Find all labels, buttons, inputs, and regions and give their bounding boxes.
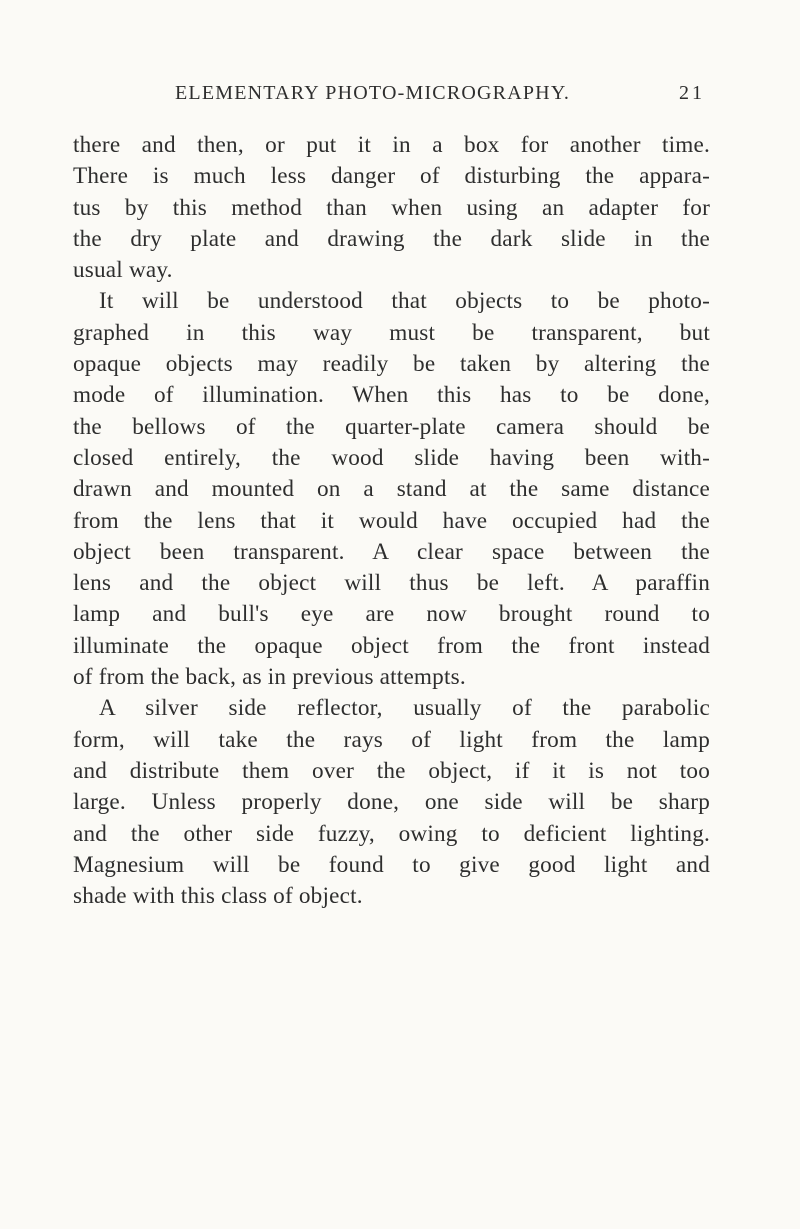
text-line: Magnesium will be found to give good light and <box>73 851 710 878</box>
body-text <box>73 130 710 912</box>
text-line: mode of illumination. When this has to be done, <box>73 382 710 409</box>
text-line: closed entirely, the wood slide having been with- <box>73 444 710 471</box>
text-line: opaque objects may readily be taken by altering the <box>73 351 710 378</box>
text-line: of from the back, as in previous attempts. <box>73 664 466 691</box>
text-line: graphed in this way must be transparent, but <box>73 319 710 346</box>
running-head <box>175 78 705 108</box>
paragraph-1 <box>73 130 710 286</box>
text-line: and distribute them over the object, if it is not too <box>73 757 710 784</box>
text-line: from the lens that it would have occupied had the <box>73 507 710 534</box>
text-line: the dry plate and drawing the dark slide in the <box>73 225 710 252</box>
paragraph-2 <box>73 286 710 693</box>
text-line: there and then, or put it in a box for another time. <box>73 132 710 158</box>
running-title: ELEMENTARY PHOTO-MICROGRAPHY. <box>175 82 571 104</box>
text-line: tus by this method than when using an adapter for <box>73 194 710 221</box>
text-line: and the other side fuzzy, owing to deficient lighting. <box>73 820 710 847</box>
text-line: large. Unless properly done, one side will be sharp <box>73 789 710 816</box>
text-line: the bellows of the quarter-plate camera should be <box>73 413 710 440</box>
text-line: drawn and mounted on a stand at the same distance <box>73 476 710 503</box>
text-line: lamp and bull's eye are now brought round to <box>73 601 710 628</box>
text-line: illuminate the opaque object from the front instead <box>73 632 710 659</box>
text-line: It will be understood that objects to be photo- <box>99 288 710 315</box>
text-line: lens and the object will thus be left. A paraffin <box>73 570 710 597</box>
text-line: form, will take the rays of light from the lamp <box>73 726 710 753</box>
paragraph-3 <box>73 693 710 912</box>
text-line: A silver side reflector, usually of the parabolic <box>99 695 710 722</box>
page-number: 21 <box>679 82 705 104</box>
text-line: object been transparent. A clear space between the <box>73 538 710 565</box>
text-line: shade with this class of object. <box>73 883 363 910</box>
text-line: usual way. <box>73 257 173 284</box>
text-line: There is much less danger of disturbing the appara- <box>73 163 710 190</box>
